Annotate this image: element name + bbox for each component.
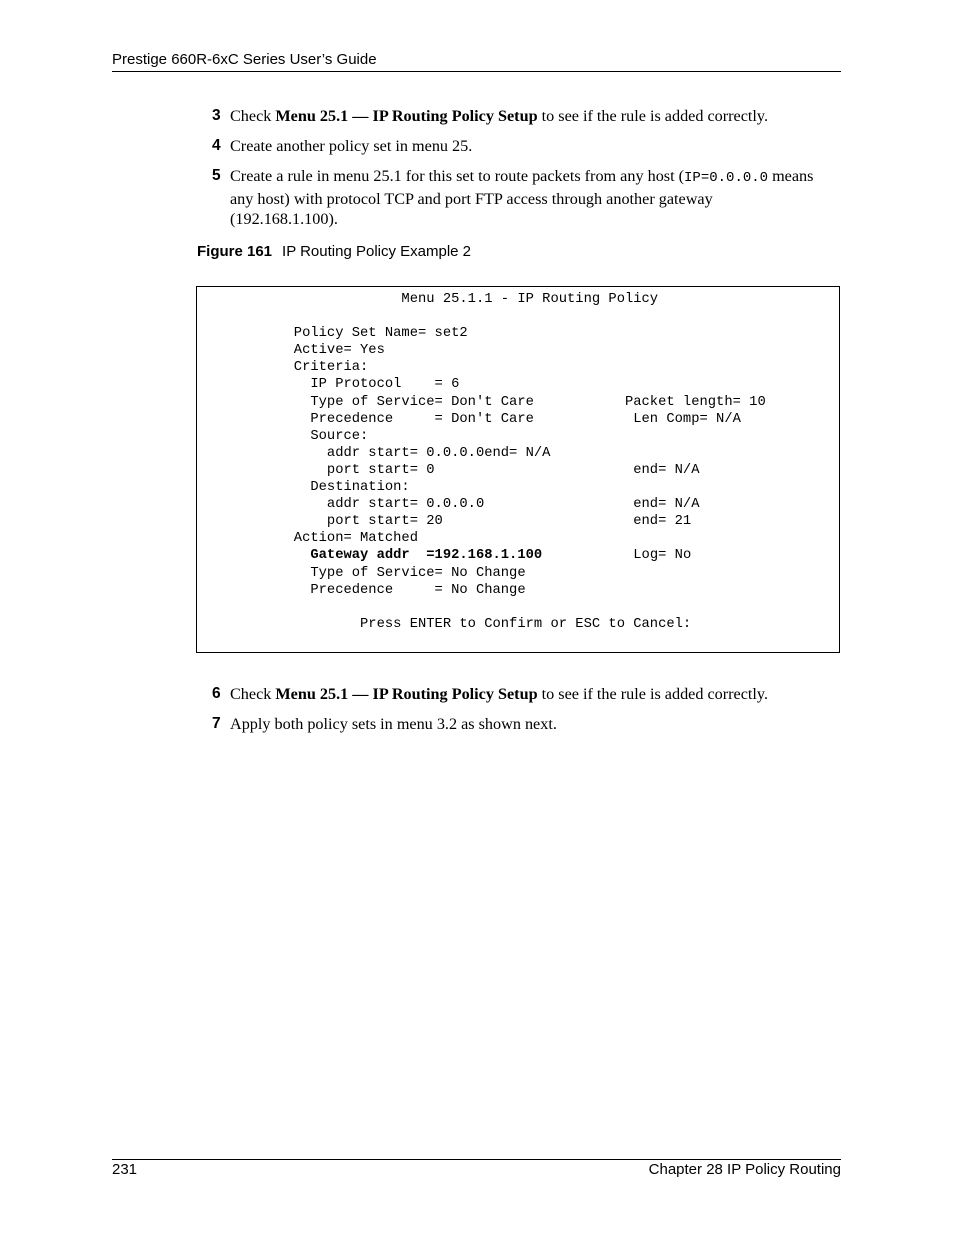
footer-rule [112,1159,841,1160]
step-text: Check Menu 25.1 — IP Routing Policy Setup to see if the rule is added correctly. [230,685,769,703]
step-number: 6 [212,685,221,702]
step-text: Create another policy set in menu 25. [230,137,473,155]
terminal-lines-before: Menu 25.1.1 - IP Routing Policy Policy Set Name= set2 Active= Yes Criteria: IP Protocol = 6 Type of Service= Don't Care Packet length= 10 Precedence = Don't Care Len Comp= N/A Source: addr start= 0.0.0.0end= N/A port start= 0 end= N/A Destination: addr start= 0.0.0.0 end= N/A port start= 20 end= 21 Action= Matched [293,292,766,547]
step-number: 7 [212,715,221,732]
step-number: 5 [212,167,221,184]
log-field: Log= No [542,548,692,564]
step-number: 4 [212,137,221,154]
step-4 [212,136,822,157]
step-text: Create a rule in menu 25.1 for this set to route packets from any host (IP=0.0.0.0 means any host) with protocol TCP and port FTP access through another gateway (192.168.1.100). [230,167,814,228]
terminal-screen [196,286,840,653]
gateway-addr-line: Gateway addr =192.168.1.100 [211,548,543,564]
terminal-lines-after: Type of Service= No Change Precedence = No Change Press ENTER to Confirm or ESC to Cancel: [310,565,692,632]
step-3 [212,106,822,127]
step-6 [212,684,822,705]
step-5 [212,166,822,230]
menu-reference: Menu 25.1 — IP Routing Policy Setup [275,107,538,125]
chapter-title: Chapter 28 IP Policy Routing [648,1161,841,1178]
running-header: Prestige 660R-6xC Series User’s Guide [112,51,377,68]
inline-code: IP=0.0.0.0 [684,170,769,186]
figure-title: IP Routing Policy Example 2 [282,243,472,260]
step-text: Apply both policy sets in menu 3.2 as shown next. [230,715,557,733]
header-rule [112,71,841,72]
step-7 [212,714,822,735]
step-number: 3 [212,107,221,124]
terminal-text [211,291,766,633]
page-number: 231 [112,1161,138,1178]
step-text: Check Menu 25.1 — IP Routing Policy Setup to see if the rule is added correctly. [230,107,769,125]
menu-reference: Menu 25.1 — IP Routing Policy Setup [275,685,538,703]
figure-caption [197,243,471,260]
figure-label: Figure 161 [197,243,273,260]
